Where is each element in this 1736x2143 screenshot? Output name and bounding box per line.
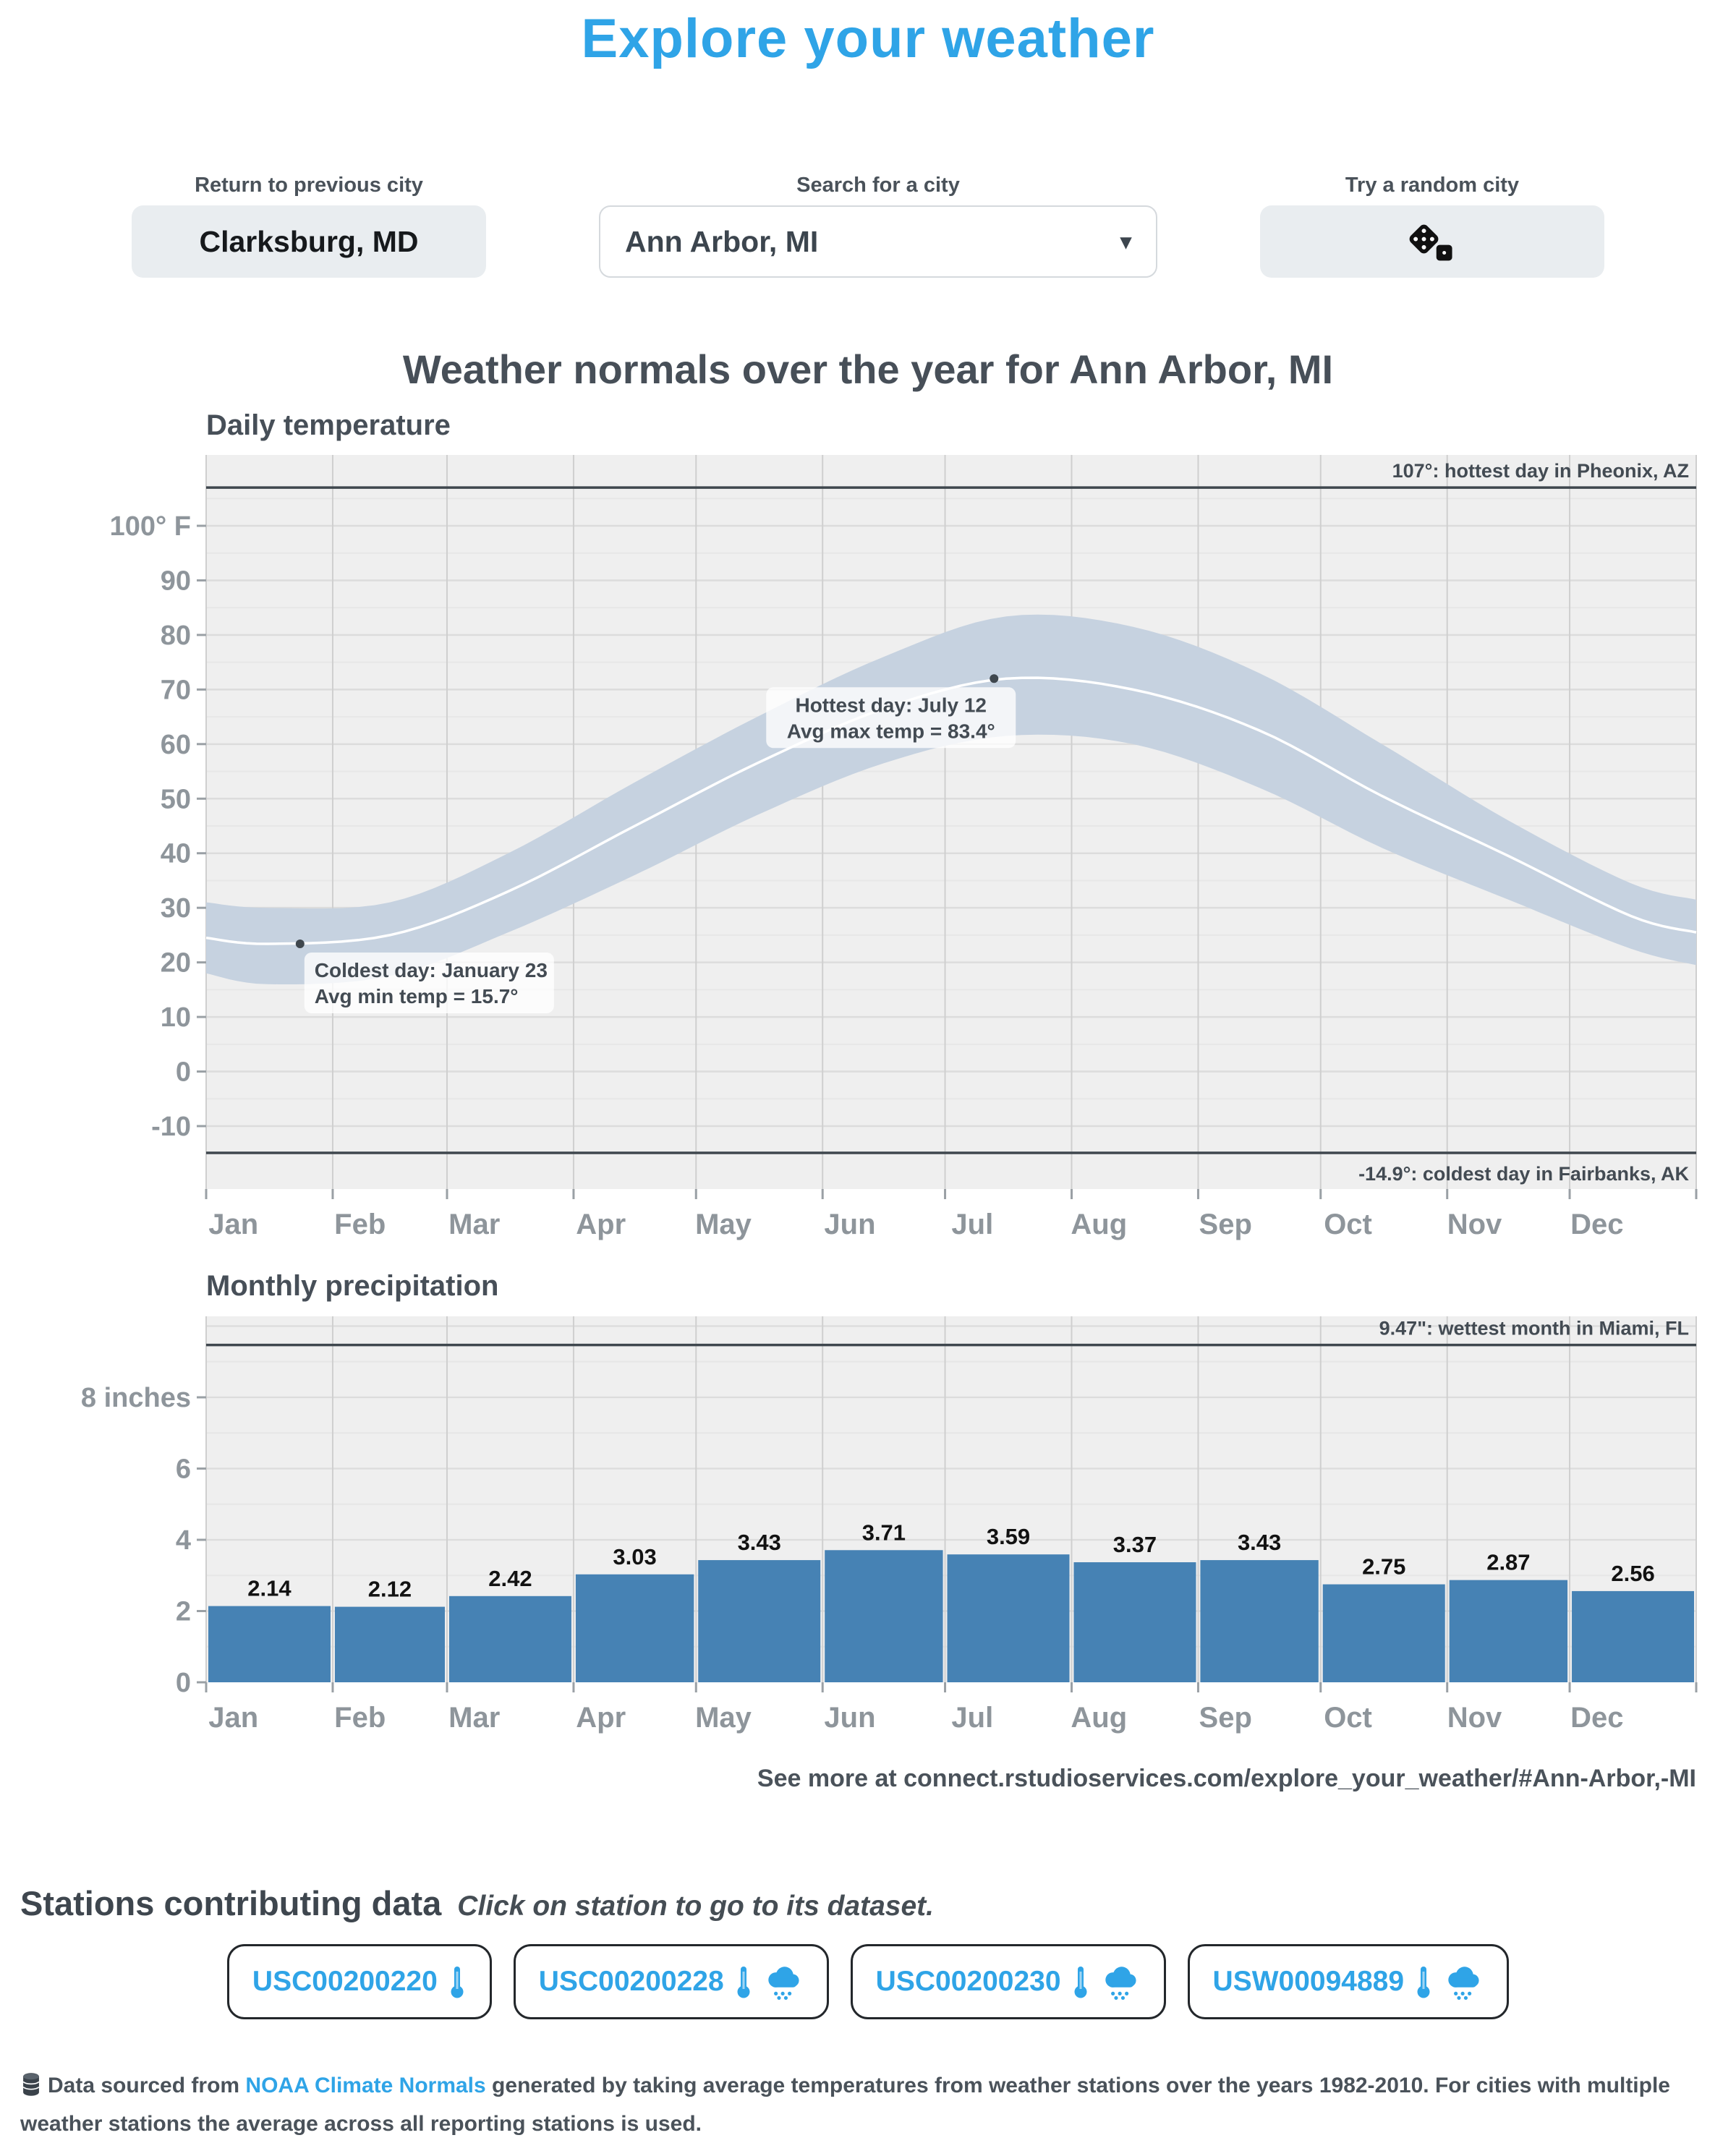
precip-x-month-label: May [695,1702,752,1734]
stations-note: Click on station to go to its dataset. [457,1891,934,1922]
precip-x-month-label: Feb [334,1702,386,1734]
previous-city-label: Return to previous city [195,174,423,197]
precip-bar [449,1596,571,1682]
random-city-button[interactable] [1260,205,1604,278]
precip-bar-value: 3.43 [737,1530,781,1556]
temp-x-month-label: Sep [1199,1209,1252,1240]
temp-y-tick-label: 0 [175,1057,191,1088]
precip-y-tick-label: 2 [175,1596,191,1627]
precip-bar [576,1575,694,1682]
temp-y-tick-label: 80 [160,620,191,651]
precip-x-month-label: Sep [1199,1702,1252,1734]
precip-x-month-label: Mar [448,1702,501,1734]
temp-y-tick-label: 20 [160,947,191,979]
thermometer-icon [1414,1964,1433,1999]
dice-icon [1405,219,1459,264]
precip-bar-value: 3.43 [1237,1530,1282,1556]
precip-x-month-label: Apr [576,1702,626,1734]
precip-bar-value: 2.42 [488,1565,532,1591]
precip-bar-value: 2.14 [247,1575,292,1601]
footer-prefix: Data sourced from [48,2074,246,2097]
database-icon [20,2072,42,2097]
temp-x-month-label: Oct [1324,1209,1372,1240]
precip-bar-value: 3.59 [986,1524,1031,1550]
temp-y-tick-label: 10 [160,1002,191,1034]
precip-bar-value: 3.03 [613,1543,657,1569]
station-button[interactable] [851,1944,1166,2019]
station-id: USC00200220 [252,1966,438,1997]
precip-bar [948,1554,1070,1682]
temp-x-month-label: Mar [448,1209,501,1240]
precip-bar-value: 3.71 [861,1520,906,1546]
annotation-line1: Hottest day: July 12 [795,694,987,717]
precip-bar [698,1560,820,1682]
temp-x-month-label: Aug [1071,1209,1128,1240]
annotation-line2: Avg min temp = 15.7° [314,984,519,1007]
rain-cloud-icon [1443,1964,1484,2000]
precip-bar [1323,1585,1445,1682]
temp-y-tick-label: 100° F [109,511,191,542]
precip-bar-value: 2.75 [1362,1554,1406,1580]
stations-button-row [0,1944,1736,2019]
temp-y-tick-label: 40 [160,838,191,869]
precip-x-month-label: Jun [824,1702,876,1734]
station-id: USW00094889 [1212,1966,1405,1997]
temp-x-month-label: Feb [334,1209,386,1240]
precip-bar [1450,1580,1567,1682]
temp-x-month-label: Dec [1570,1209,1624,1240]
annotation-line2: Avg max temp = 83.4° [786,720,995,743]
precip-x-month-label: Oct [1324,1702,1372,1734]
station-id: USC00200228 [538,1966,724,1997]
precip-y-tick-label: 6 [175,1454,191,1485]
chevron-down-icon: ▾ [1120,229,1131,254]
temp-chart-title: Daily temperature [206,409,451,441]
temp-y-tick-label: 90 [160,566,191,597]
temp-x-month-label: Jul [951,1209,994,1240]
precip-bar-value: 3.37 [1112,1532,1157,1558]
search-city-label: Search for a city [796,174,960,197]
precip-x-month-label: Jul [951,1702,994,1734]
precip-bar [335,1607,445,1682]
precip-bar-value: 2.56 [1611,1560,1655,1586]
temp-y-tick-label: 70 [160,675,191,706]
precip-y-tick-label: 0 [175,1668,191,1698]
precip-chart-title: Monthly precipitation [206,1270,499,1302]
annotation-line1: Coldest day: January 23 [314,958,548,981]
station-button[interactable] [227,1944,492,2019]
precip-x-month-label: Jan [208,1702,259,1734]
rain-cloud-icon [763,1964,804,2000]
reference-line-label: 107°: hottest day in Pheonix, AZ [1392,460,1689,482]
footer-suffix: generated by taking average temperatures from weather stations over the years 1982-2010. For cities with multiple weather stations the average across all reporting stations is used. [20,2074,1670,2136]
precip-bar [825,1550,943,1682]
precip-x-month-label: Aug [1071,1702,1128,1734]
charts-header: Weather normals over the year for Ann Arbor, MI [402,346,1334,392]
precip-bar [1572,1591,1694,1682]
temp-x-month-label: May [695,1209,752,1240]
stations-heading: Stations contributing data [20,1884,442,1922]
page-title: Explore your weather [581,8,1155,69]
random-city-label: Try a random city [1345,174,1520,197]
precip-y-tick-label: 8 inches [80,1383,191,1413]
temp-x-month-label: Jun [824,1209,876,1240]
previous-city-button[interactable] [132,205,486,278]
station-button[interactable] [1188,1944,1510,2019]
see-more-caption: See more at connect.rstudioservices.com/explore_your_weather/#Ann-Arbor,-MI [757,1765,1696,1792]
city-select-value: Ann Arbor, MI [625,224,819,258]
precip-bar [1200,1560,1318,1682]
reference-line-label: 9.47": wettest month in Miami, FL [1379,1317,1689,1339]
daily-temperature-chart [0,437,1736,1276]
annotation-dot [296,940,305,948]
temp-y-tick-label: 30 [160,893,191,924]
precip-bar-value: 2.87 [1486,1549,1531,1575]
temp-y-tick-label: 50 [160,784,191,815]
thermometer-icon [734,1964,753,1999]
rain-cloud-icon [1100,1964,1141,2000]
reference-line-label: -14.9°: coldest day in Fairbanks, AK [1358,1162,1689,1185]
thermometer-icon [448,1964,467,1999]
annotation-dot [990,674,998,683]
monthly-precipitation-chart [0,1266,1736,1772]
noaa-link[interactable]: NOAA Climate Normals [245,2074,486,2097]
precip-x-month-label: Dec [1570,1702,1624,1734]
station-button[interactable] [514,1944,829,2019]
precip-y-tick-label: 4 [175,1525,191,1556]
temp-x-month-label: Nov [1447,1209,1502,1240]
precip-x-month-label: Nov [1447,1702,1502,1734]
precip-bar-value: 2.12 [367,1576,412,1602]
temp-y-tick-label: 60 [160,729,191,760]
precip-bar [1073,1562,1196,1682]
temp-x-month-label: Jan [208,1209,259,1240]
precip-bar [208,1606,331,1682]
temp-y-tick-label: -10 [151,1112,191,1142]
city-select[interactable] [599,205,1157,278]
station-id: USC00200230 [875,1966,1061,1997]
data-source-note [20,2067,1716,2143]
temp-x-month-label: Apr [576,1209,626,1240]
previous-city-value: Clarksburg, MD [199,224,419,258]
thermometer-icon [1071,1964,1090,1999]
